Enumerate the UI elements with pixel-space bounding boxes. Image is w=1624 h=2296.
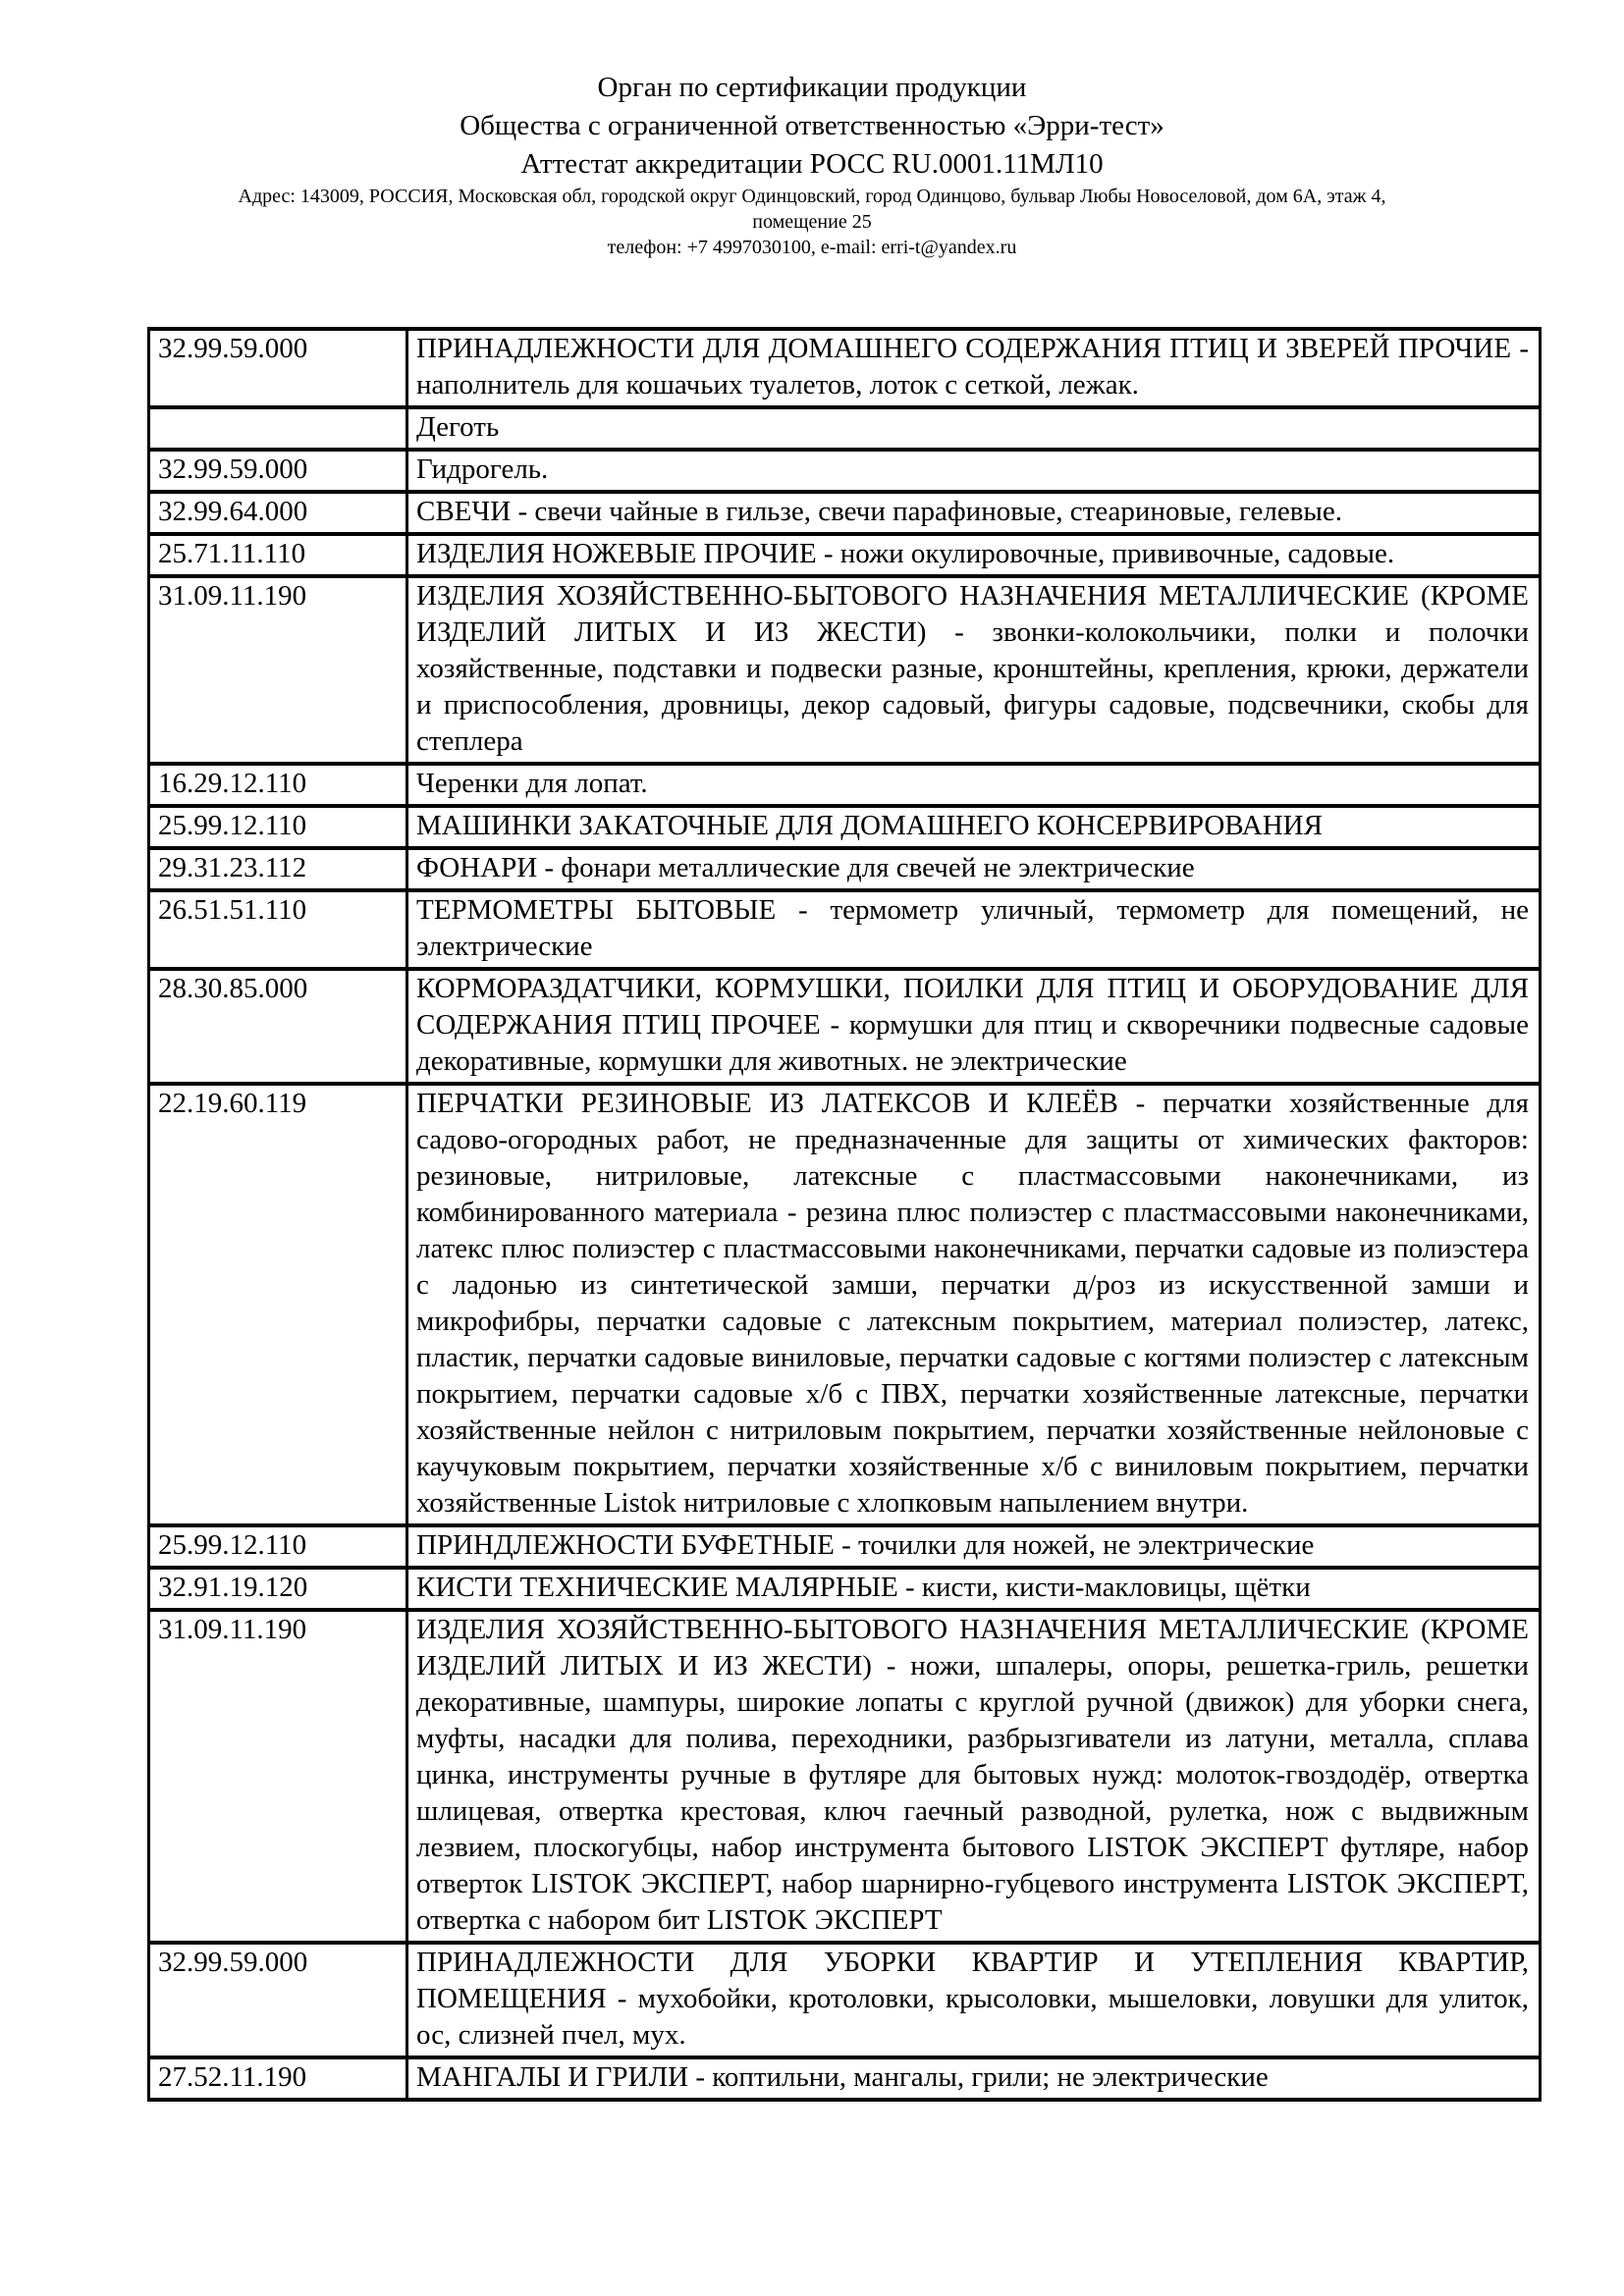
products-table-body bbox=[149, 329, 1541, 2100]
product-code-cell: 32.99.59.000 bbox=[149, 329, 407, 407]
table-row bbox=[149, 1525, 1541, 1568]
address-line-2: помещение 25 bbox=[752, 211, 872, 233]
product-description-cell: ПРИНАДЛЕЖНОСТИ ДЛЯ ДОМАШНЕГО СОДЕРЖАНИЯ ПТИЦ И ЗВЕРЕЙ ПРОЧИЕ - наполнитель для кошачьих туалетов, лоток с сеткой, лежак. bbox=[407, 329, 1541, 407]
table-row bbox=[149, 1943, 1541, 2057]
address-line-1: Адрес: 143009, РОССИЯ, Московская обл, городской округ Одинцовский, город Одинцово, бульвар Любы Новоселовой, дом 6А, этаж 4, bbox=[238, 186, 1386, 207]
table-row bbox=[149, 806, 1541, 848]
table-row bbox=[149, 534, 1541, 576]
product-code-cell: 32.99.59.000 bbox=[149, 450, 407, 492]
table-row bbox=[149, 890, 1541, 969]
product-description-cell: МАНГАЛЫ И ГРИЛИ - коптильни, мангалы, грили; не электрические bbox=[407, 2057, 1541, 2100]
product-code-cell: 27.52.11.190 bbox=[149, 2057, 407, 2100]
certification-body-line: Орган по сертификации продукции bbox=[597, 72, 1027, 103]
product-description-cell: Гидрогель. bbox=[407, 450, 1541, 492]
product-code-cell: 16.29.12.110 bbox=[149, 764, 407, 806]
product-code-cell: 32.99.64.000 bbox=[149, 492, 407, 534]
product-description-cell: КИСТИ ТЕХНИЧЕСКИЕ МАЛЯРНЫЕ - кисти, кисти-макловицы, щётки bbox=[407, 1568, 1541, 1610]
product-code-cell: 22.19.60.119 bbox=[149, 1084, 407, 1525]
product-description-cell: ИЗДЕЛИЯ ХОЗЯЙСТВЕННО-БЫТОВОГО НАЗНАЧЕНИЯ МЕТАЛЛИЧЕСКИЕ (КРОМЕ ИЗДЕЛИЙ ЛИТЫХ И ИЗ ЖЕСТИ) - ножи, шпалеры, опоры, решетка-гриль, решетки декоративные, шампуры, широкие лопаты с круглой ручной (движок) для уборки снега, муфты, насадки для полива, переходники, разбрызгиватели из латуни, металла, сплава цинка, инструменты ручные в футляре для бытовых нужд: молоток-гвоздодёр, отвертка шлицевая, отвертка крестовая, ключ гаечный разводной, рулетка, нож с выдвижным лезвием, плоскогубцы, набор инструмента бытового LISTOK ЭКСПЕРТ футляре, набор отверток LISTOK ЭКСПЕРТ, набор шарнирно-губцевого инструмента LISTOK ЭКСПЕРТ, отвертка с набором бит LISTOK ЭКСПЕРТ bbox=[407, 1610, 1541, 1943]
table-row bbox=[149, 576, 1541, 764]
products-table bbox=[147, 327, 1542, 2102]
product-description-cell: ФОНАРИ - фонари металлические для свечей не электрические bbox=[407, 848, 1541, 890]
product-description-cell: ПЕРЧАТКИ РЕЗИНОВЫЕ ИЗ ЛАТЕКСОВ И КЛЕЁВ - перчатки хозяйственные для садово-огородных работ, не предназначенные для защиты от химических факторов: резиновые, нитриловые, латексные с пластмассовыми наконечниками, из комбинированного материала - резина плюс полиэстер с пластмассовыми наконечниками, латекс плюс полиэстер с пластмассовыми наконечниками, перчатки садовые из полиэстера с ладонью из синтетической замши, перчатки д/роз из искусственной замши и микрофибры, перчатки садовые с латексным покрытием, материал полиэстер, латекс, пластик, перчатки садовые виниловые, перчатки садовые с когтями полиэстер с латексным покрытием, перчатки садовые х/б с ПВХ, перчатки хозяйственные латексные, перчатки хозяйственные нейлон с нитриловым покрытием, перчатки хозяйственные нейлоновые с каучуковым покрытием, перчатки хозяйственные х/б с виниловым покрытием, перчатки хозяйственные Listok нитриловые с хлопковым напылением внутри. bbox=[407, 1084, 1541, 1525]
table-row bbox=[149, 1610, 1541, 1943]
product-code-cell: 26.51.51.110 bbox=[149, 890, 407, 969]
document-header bbox=[0, 0, 1624, 260]
table-row bbox=[149, 329, 1541, 407]
table-row bbox=[149, 1084, 1541, 1525]
product-description-cell: ПРИНАДЛЕЖНОСТИ ДЛЯ УБОРКИ КВАРТИР И УТЕПЛЕНИЯ КВАРТИР, ПОМЕЩЕНИЯ - мухобойки, кротоловки, крысоловки, мышеловки, ловушки для улиток, ос, слизней пчел, мух. bbox=[407, 1943, 1541, 2057]
product-code-cell: 25.71.11.110 bbox=[149, 534, 407, 576]
product-code-cell: 28.30.85.000 bbox=[149, 969, 407, 1084]
table-row bbox=[149, 1568, 1541, 1610]
table-row bbox=[149, 764, 1541, 806]
product-description-cell: ИЗДЕЛИЯ НОЖЕВЫЕ ПРОЧИЕ - ножи окулировочные, прививочные, садовые. bbox=[407, 534, 1541, 576]
contact-line: телефон: +7 4997030100, e-mail: erri-t@yandex.ru bbox=[607, 237, 1017, 258]
product-description-cell: Черенки для лопат. bbox=[407, 764, 1541, 806]
product-description-cell: СВЕЧИ - свечи чайные в гильзе, свечи парафиновые, стеариновые, гелевые. bbox=[407, 492, 1541, 534]
table-row bbox=[149, 848, 1541, 890]
table-row bbox=[149, 969, 1541, 1084]
company-name-line: Общества с ограниченной ответственностью «Эрри-тест» bbox=[460, 110, 1164, 141]
table-row bbox=[149, 2057, 1541, 2100]
product-description-cell: МАШИНКИ ЗАКАТОЧНЫЕ ДЛЯ ДОМАШНЕГО КОНСЕРВИРОВАНИЯ bbox=[407, 806, 1541, 848]
product-description-cell: ТЕРМОМЕТРЫ БЫТОВЫЕ - термометр уличный, термометр для помещений, не электрические bbox=[407, 890, 1541, 969]
product-code-cell: 25.99.12.110 bbox=[149, 1525, 407, 1568]
product-code-cell: 25.99.12.110 bbox=[149, 806, 407, 848]
product-code-cell: 31.09.11.190 bbox=[149, 576, 407, 764]
product-code-cell: 31.09.11.190 bbox=[149, 1610, 407, 1943]
product-description-cell: КОРМОРАЗДАТЧИКИ, КОРМУШКИ, ПОИЛКИ ДЛЯ ПТИЦ И ОБОРУДОВАНИЕ ДЛЯ СОДЕРЖАНИЯ ПТИЦ ПРОЧЕЕ - кормушки для птиц и скворечники подвесные садовые декоративные, кормушки для животных. не электрические bbox=[407, 969, 1541, 1084]
product-code-cell: 32.99.59.000 bbox=[149, 1943, 407, 2057]
product-code-cell: 29.31.23.112 bbox=[149, 848, 407, 890]
product-description-cell: ПРИНДЛЕЖНОСТИ БУФЕТНЫЕ - точилки для ножей, не электрические bbox=[407, 1525, 1541, 1568]
product-description-cell: Деготь bbox=[407, 407, 1541, 450]
table-row bbox=[149, 492, 1541, 534]
product-description-cell: ИЗДЕЛИЯ ХОЗЯЙСТВЕННО-БЫТОВОГО НАЗНАЧЕНИЯ МЕТАЛЛИЧЕСКИЕ (КРОМЕ ИЗДЕЛИЙ ЛИТЫХ И ИЗ ЖЕСТИ) - звонки-колокольчики, полки и полочки хозяйственные, подставки и подвески разные, кронштейны, крепления, крюки, держатели и приспособления, дровницы, декор садовый, фигуры садовые, подсвечники, скобы для степлера bbox=[407, 576, 1541, 764]
table-row bbox=[149, 407, 1541, 450]
product-code-cell bbox=[149, 407, 407, 450]
table-row bbox=[149, 450, 1541, 492]
product-code-cell: 32.91.19.120 bbox=[149, 1568, 407, 1610]
accreditation-number-line: Аттестат аккредитации РОСС RU.0001.11МЛ10 bbox=[520, 148, 1104, 180]
